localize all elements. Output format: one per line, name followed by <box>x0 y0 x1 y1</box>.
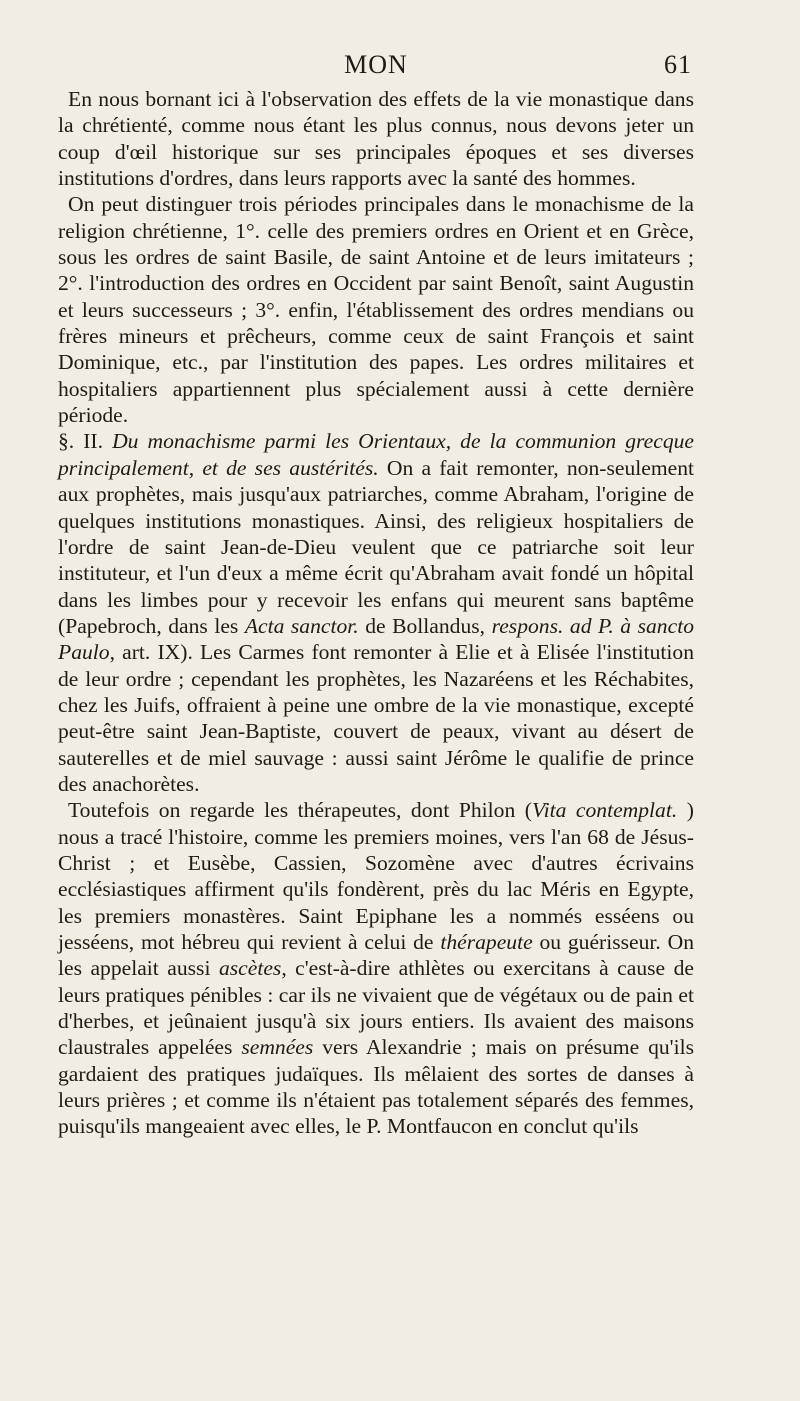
paragraph-3-body-a: On a fait remonter, non-seulement aux prophètes, mais jusqu'aux patriarches, comme Abraham, l'origine de quelques institutions monastiques. Ainsi, des religieux hospitaliers de l'ordre de saint Jean-de-Dieu veulent que ce patriarche soit leur instituteur, et l'un d'eux a même écrit qu'Abraham avait fondé un hôpital dans les limbes pour y recevoir les enfans qui meurent sans baptême (Papebroch, dans les <box>58 455 694 638</box>
paragraph-1: En nous bornant ici à l'observation des effets de la vie monastique dans la chrétienté, comme nous étant les plus connus, nous devons jeter un coup d'œil historique sur ses principales époques et ses diverses institutions d'ordres, dans leurs rapports avec la santé des hommes. <box>58 87 694 191</box>
section-mark: §. II. <box>58 429 104 454</box>
book-page <box>58 50 694 1140</box>
citation-respons: respons. ad P. à sancto Paulo <box>58 613 694 665</box>
paragraph-3-body-c: , art. IX). Les Carmes font remonter à Elie et à Elisée l'institution de leur ordre ; cependant les prophètes, les Nazaréens et les Réchabites, chez les Juifs, offraient à peine une ombre de la vie monastique, excepté peut-être saint Jean-Baptiste, couvert de peaux, vivant au désert de sauterelles et de miel sauvage : aussi saint Jérôme le qualifie de prince des anachorètes. <box>58 640 694 796</box>
citation-vita: Vita contemplat. <box>531 798 678 823</box>
citation-acta: Acta sanctor. <box>244 613 359 638</box>
paragraph-4-body-e: vers Alexandrie ; mais on présume qu'ils gardaient des pratiques judaïques. Ils mêlaient des sortes de danses à leurs prières ; et comme ils n'étaient pas totalement séparés des femmes, puisqu'ils mangeaient avec elles, le P. Montfaucon en conclut qu'ils <box>58 1035 694 1139</box>
paragraph-4-body-b: ) nous a tracé l'histoire, comme les premiers moines, vers l'an 68 de Jésus-Christ ; et Eusèbe, Cassien, Sozomène avec d'autres écrivains ecclésiastiques affirment qu'ils fondèrent, près du lac Méris en Egypte, les premiers monastères. Saint Epiphane les a nommés esséens ou jesséens, mot hébreu qui revient à celui de <box>58 798 694 954</box>
paragraph-3 <box>58 428 694 797</box>
paragraph-3-body-b: de Bollandus, <box>365 613 486 638</box>
term-ascetes: ascètes <box>218 956 282 981</box>
term-therapeute: thérapeute <box>440 930 533 954</box>
term-semnees: semnées <box>241 1035 314 1060</box>
paragraph-2: On peut distinguer trois périodes principales dans le monachisme de la religion chrétienne, 1°. celle des premiers ordres en Orient et en Grèce, sous les ordres de saint Basile, de saint Antoine et de leurs imitateurs ; 2°. l'introduction des ordres en Occident par saint Benoît, saint Augustin et leurs successeurs ; 3°. enfin, l'établissement des ordres mendians ou frères mineurs et prêcheurs, comme ceux de saint François et saint Dominique, etc., par l'institution des papes. Les ordres militaires et hospitaliers appartiennent plus spécialement aussi à cette dernière période. <box>58 192 694 428</box>
paragraph-4-body-a: Toutefois on regarde les thérapeutes, dont Philon ( <box>68 798 532 823</box>
body-text <box>58 86 694 1140</box>
section-heading: Du monachisme parmi les Orientaux, de la communion grecque principalement, et de ses austérités. <box>58 429 694 480</box>
paragraph-4 <box>58 797 694 1139</box>
running-head: MON <box>344 50 408 79</box>
page-number: 61 <box>664 50 692 79</box>
page-header <box>58 50 694 86</box>
paragraph-4-body-c: ou guérisseur. On les appelait aussi <box>58 930 694 981</box>
paragraph-4-body-d: , c'est-à-dire athlètes ou exercitans à cause de leurs pratiques pénibles : car ils ne vivaient que de végétaux ou de pain et d'herbes, et jeûnaient jusqu'à six jours entiers. Ils avaient des maisons claustrales appelées <box>58 956 694 1060</box>
